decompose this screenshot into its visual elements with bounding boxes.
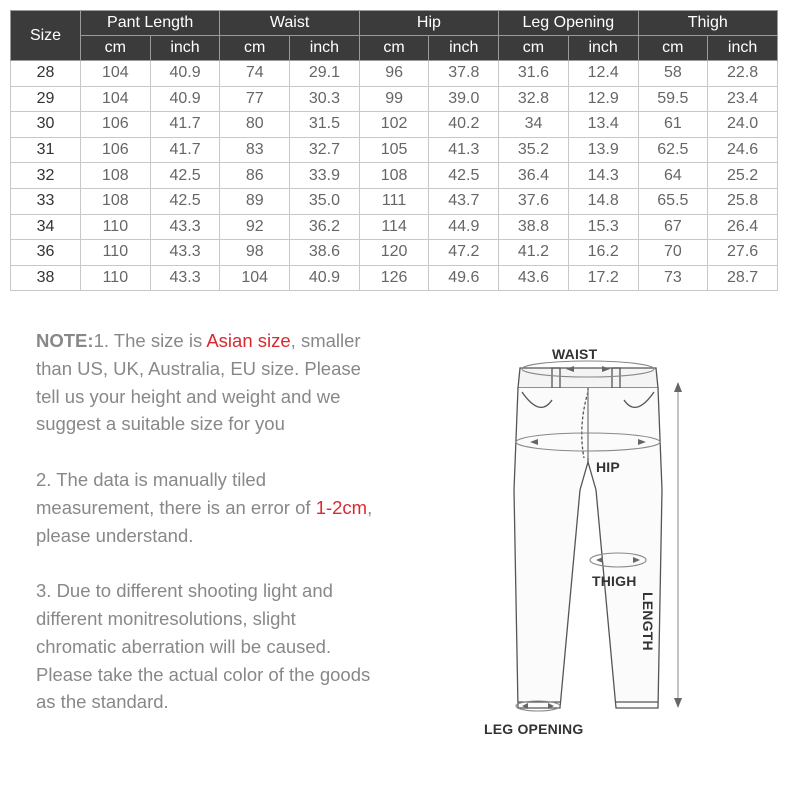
measurement-cell: 13.4	[568, 112, 638, 138]
table-row	[11, 137, 778, 163]
leg-opening-label: LEG OPENING	[484, 721, 584, 737]
measurement-cell: 36.2	[290, 214, 360, 240]
measurement-cell: 74	[220, 61, 290, 87]
note-label: NOTE:	[36, 330, 94, 351]
measurement-cell: 47.2	[429, 240, 499, 266]
measurement-cell: 22.8	[708, 61, 778, 87]
measurement-cell: 41.7	[150, 137, 220, 163]
measurement-cell: 42.5	[429, 163, 499, 189]
group-header-thigh: Thigh	[638, 11, 778, 36]
note-3: 3. Due to different shooting light and different monitresolutions, slight chromatic aberration will be caused. Please take the actual color of the goods as the standard.	[36, 580, 371, 713]
measurement-cell: 25.2	[708, 163, 778, 189]
table-row	[11, 86, 778, 112]
size-cell: 38	[11, 265, 81, 291]
table-row	[11, 265, 778, 291]
measurement-cell: 114	[359, 214, 429, 240]
group-header-hip: Hip	[359, 11, 498, 36]
measurement-cell: 65.5	[638, 188, 708, 214]
measurement-cell: 14.8	[568, 188, 638, 214]
measurement-cell: 43.3	[150, 240, 220, 266]
measurement-cell: 61	[638, 112, 708, 138]
measurement-cell: 105	[359, 137, 429, 163]
measurement-cell: 25.8	[708, 188, 778, 214]
size-cell: 29	[11, 86, 81, 112]
measurement-cell: 86	[220, 163, 290, 189]
measurement-cell: 32.8	[499, 86, 569, 112]
measurement-cell: 27.6	[708, 240, 778, 266]
size-cell: 32	[11, 163, 81, 189]
notes-section	[36, 327, 376, 744]
unit-header-pant-length-cm: cm	[81, 36, 151, 61]
measurement-cell: 17.2	[568, 265, 638, 291]
measurement-cell: 59.5	[638, 86, 708, 112]
measurement-cell: 110	[81, 265, 151, 291]
measurement-cell: 30.3	[290, 86, 360, 112]
measurement-cell: 40.9	[150, 61, 220, 87]
size-cell: 28	[11, 61, 81, 87]
measurement-cell: 24.6	[708, 137, 778, 163]
measurement-cell: 41.2	[499, 240, 569, 266]
measurement-cell: 44.9	[429, 214, 499, 240]
group-header-waist: Waist	[220, 11, 359, 36]
measurement-cell: 33.9	[290, 163, 360, 189]
pants-illustration	[460, 330, 780, 750]
measurement-cell: 126	[359, 265, 429, 291]
measurement-cell: 49.6	[429, 265, 499, 291]
measurement-cell: 40.9	[150, 86, 220, 112]
measurement-cell: 40.9	[290, 265, 360, 291]
size-cell: 30	[11, 112, 81, 138]
measurement-cell: 98	[220, 240, 290, 266]
measurement-cell: 108	[359, 163, 429, 189]
measurement-cell: 120	[359, 240, 429, 266]
measurement-cell: 106	[81, 137, 151, 163]
size-cell: 36	[11, 240, 81, 266]
measurement-cell: 43.6	[499, 265, 569, 291]
measurement-cell: 14.3	[568, 163, 638, 189]
measurement-cell: 80	[220, 112, 290, 138]
error-range-highlight: 1-2cm	[315, 496, 368, 518]
measurement-cell: 24.0	[708, 112, 778, 138]
measurement-cell: 67	[638, 214, 708, 240]
measurement-cell: 39.0	[429, 86, 499, 112]
unit-header-thigh-inch: inch	[708, 36, 778, 61]
measurement-cell: 29.1	[290, 61, 360, 87]
measurement-cell: 13.9	[568, 137, 638, 163]
measurement-cell: 42.5	[150, 163, 220, 189]
unit-header-leg-opening-cm: cm	[499, 36, 569, 61]
measurement-cell: 15.3	[568, 214, 638, 240]
measurement-cell: 41.3	[429, 137, 499, 163]
size-cell: 34	[11, 214, 81, 240]
measurement-cell: 83	[220, 137, 290, 163]
unit-header-waist-cm: cm	[220, 36, 290, 61]
measurement-cell: 92	[220, 214, 290, 240]
unit-header-waist-inch: inch	[290, 36, 360, 61]
table-row	[11, 188, 778, 214]
unit-header-hip-cm: cm	[359, 36, 429, 61]
measurement-cell: 108	[81, 188, 151, 214]
measurement-cell: 37.6	[499, 188, 569, 214]
measurement-cell: 89	[220, 188, 290, 214]
length-label: LENGTH	[640, 592, 656, 651]
size-chart-table	[10, 10, 778, 291]
measurement-cell: 43.3	[150, 265, 220, 291]
measurement-cell: 41.7	[150, 112, 220, 138]
measurement-cell: 99	[359, 86, 429, 112]
measurement-cell: 64	[638, 163, 708, 189]
size-cell: 33	[11, 188, 81, 214]
measurement-cell: 42.5	[150, 188, 220, 214]
measurement-cell: 40.2	[429, 112, 499, 138]
table-row	[11, 61, 778, 87]
thigh-label: THIGH	[592, 573, 637, 589]
measurement-cell: 104	[220, 265, 290, 291]
measurement-cell: 23.4	[708, 86, 778, 112]
waist-label: WAIST	[552, 346, 598, 362]
measurement-cell: 104	[81, 86, 151, 112]
measurement-cell: 73	[638, 265, 708, 291]
measurement-cell: 31.6	[499, 61, 569, 87]
measurement-cell: 38.8	[499, 214, 569, 240]
note-2: 2. The data is manually tiled measurement, there is an error of 1-2cm, please understand.	[36, 468, 373, 546]
measurement-cell: 16.2	[568, 240, 638, 266]
table-row	[11, 163, 778, 189]
measurement-cell: 108	[81, 163, 151, 189]
measurement-cell: 70	[638, 240, 708, 266]
measurement-cell: 111	[359, 188, 429, 214]
measurement-cell: 77	[220, 86, 290, 112]
asian-size-highlight: Asian size	[206, 330, 291, 351]
measurement-cell: 37.8	[429, 61, 499, 87]
measurement-cell: 102	[359, 112, 429, 138]
pants-measurement-diagram	[460, 330, 780, 750]
table-row	[11, 112, 778, 138]
table-row	[11, 240, 778, 266]
size-cell: 31	[11, 137, 81, 163]
measurement-cell: 62.5	[638, 137, 708, 163]
measurement-cell: 43.7	[429, 188, 499, 214]
measurement-cell: 58	[638, 61, 708, 87]
measurement-cell: 31.5	[290, 112, 360, 138]
group-header-pant-length: Pant Length	[81, 11, 220, 36]
unit-header-pant-length-inch: inch	[150, 36, 220, 61]
measurement-cell: 12.4	[568, 61, 638, 87]
size-header: Size	[11, 11, 81, 61]
unit-header-leg-opening-inch: inch	[568, 36, 638, 61]
measurement-cell: 12.9	[568, 86, 638, 112]
note-1: NOTE:1. The size is Asian size, smaller than US, UK, Australia, EU size. Please tell us your height and weight and we suggest a suitable size for you	[36, 330, 361, 435]
measurement-cell: 32.7	[290, 137, 360, 163]
unit-header-hip-inch: inch	[429, 36, 499, 61]
unit-header-thigh-cm: cm	[638, 36, 708, 61]
measurement-cell: 110	[81, 214, 151, 240]
measurement-cell: 28.7	[708, 265, 778, 291]
measurement-cell: 26.4	[708, 214, 778, 240]
measurement-cell: 35.2	[499, 137, 569, 163]
measurement-cell: 96	[359, 61, 429, 87]
table-row	[11, 214, 778, 240]
measurement-cell: 43.3	[150, 214, 220, 240]
measurement-cell: 34	[499, 112, 569, 138]
measurement-cell: 36.4	[499, 163, 569, 189]
measurement-cell: 104	[81, 61, 151, 87]
measurement-cell: 35.0	[290, 188, 360, 214]
hip-label: HIP	[596, 459, 620, 475]
measurement-cell: 106	[81, 112, 151, 138]
measurement-cell: 110	[81, 240, 151, 266]
group-header-leg-opening: Leg Opening	[499, 11, 638, 36]
measurement-cell: 38.6	[290, 240, 360, 266]
